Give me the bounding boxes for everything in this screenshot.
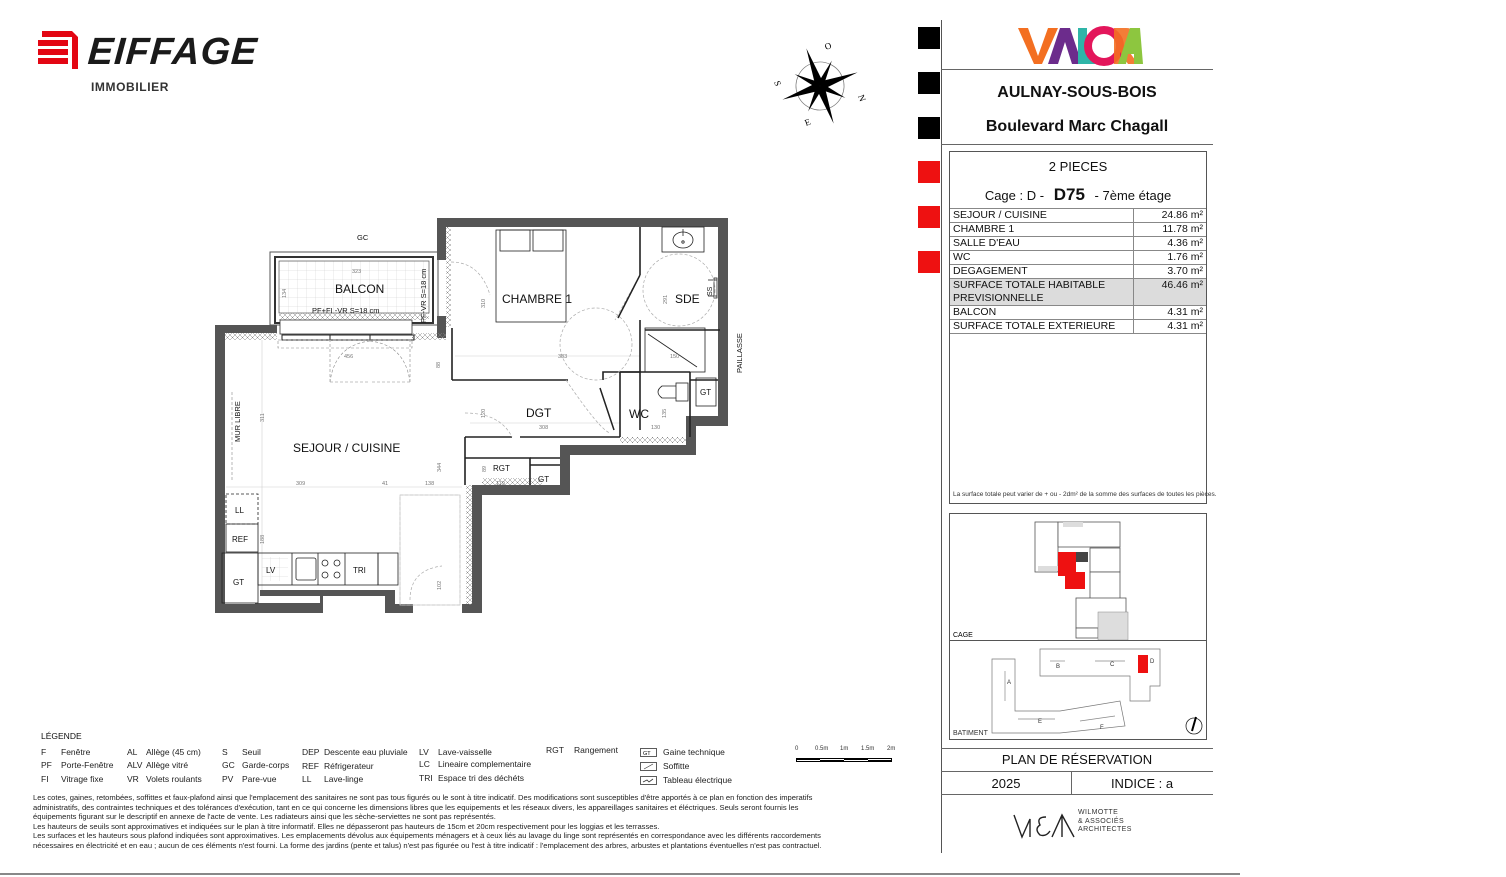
divider [941,748,1213,749]
svg-text:135: 135 [662,408,668,418]
valora-logo-icon [1018,26,1143,66]
divider [941,771,1213,772]
svg-text:C: C [1110,662,1115,668]
compass-east-label: E [803,116,812,128]
table-row: WC 1.76 m² [950,251,1206,265]
table-row: CHAMBRE 1 11.78 m² [950,223,1206,237]
surface-table [950,208,1206,334]
plan-year: 2025 [991,776,1021,791]
batiment-label: BATIMENT [953,730,988,737]
marker-square-black-2 [918,72,940,94]
gt-label-1: GT [538,475,550,484]
project-street: Boulevard Marc Chagall [985,118,1169,135]
table-row: DEGAGEMENT 3.70 m² [950,265,1206,279]
divider [941,144,1213,145]
svg-text:A: A [1007,680,1012,686]
room-label-rgt: RGT [493,464,510,473]
unit-info-box [949,151,1217,504]
side-window-label: PF-VR S=18 cm [419,268,428,323]
svg-text:188: 188 [260,534,266,544]
svg-text:344: 344 [437,462,443,472]
table-row: SEJOUR / CUISINE 24.86 m² [950,209,1206,223]
eiffage-logo-icon [38,31,78,69]
cage-value: D [1026,188,1037,203]
table-row: SALLE D'EAU 4.36 m² [950,237,1206,251]
balcon-window-label: PF+FI -VR S=18 cm [312,306,380,315]
svg-text:88: 88 [436,361,442,368]
gaine-technique-symbol-icon [640,748,658,757]
compass-north-label: N [856,93,868,103]
soffitte-symbol-icon [640,762,658,771]
batiment-key-plan [950,641,1206,738]
compass-rose-icon [770,38,870,128]
ref-label: REF [232,535,248,544]
unit-type: 2 PIECES [1048,159,1108,174]
room-label-sejour: SEJOUR / CUISINE [293,441,401,455]
key-plan-box [949,513,1207,740]
table-row: SURFACE TOTALE EXTERIEURE 4.31 m² [950,320,1206,334]
svg-text:134: 134 [282,288,288,298]
scale-bar: 0 0.5m 1m 1.5m 2m [795,746,895,768]
plan-title: PLAN DE RÉSERVATION [1001,752,1153,767]
lot-number: D75 [1053,185,1085,204]
svg-text:138: 138 [425,481,435,487]
legend-column-5: LV Lave-vaisselle LC Lineaire complementaire TRI Espace tri des déchéts [419,747,532,783]
surface-note: La surface totale peut varier de + ou - 2dm² de la somme des surfaces de toutes les pièces. [953,491,1217,498]
svg-text:309: 309 [296,481,306,487]
compass-west-label: O [823,40,833,52]
svg-text:B: B [1056,664,1061,670]
legend-column-4: DEP Descente eau pluviale REF Réfrigerateur LL Lave-linge [302,747,408,784]
marker-square-black-3 [918,117,940,139]
project-city: AULNAY-SOUS-BOIS [997,84,1157,101]
svg-text:308: 308 [539,425,549,431]
gt-label-3: GT [233,578,245,587]
developer-logo-subtitle: IMMOBILIER [91,80,169,94]
marker-square-red-1 [918,161,940,183]
plan-indice: INDICE : a [1110,776,1174,791]
legend-symbols: GT Gaine technique Soffitte Tableau électrique [640,745,732,787]
legend-column-1: F Fenêtre PF Porte-Fenêtre FI Vitrage fixe [41,747,114,784]
wilmotte-mark-icon [1012,811,1076,839]
svg-text:F: F [1100,725,1104,731]
room-label-balcon: BALCON [335,282,385,296]
svg-text:D: D [1150,659,1155,665]
disclaimer-text: Les cotes, gaines, retombées, soffittes et faux-plafond ainsi que l'emplacement des sanitaires ne sont pas tous figurés ou le sont à titre indicatif. Des modifications sont susceptibles d'être apportés à ce plan en fonction des imperatifs administratifs, des contraintes techniques et des tolérances d'exécution, tant en ce qui concerne les dimensions libres que les equipements et les réseaux divers, les appareillages sanitaires et éléctriques. Seuls seront fournis les équipements figurant sur le descriptif en annexe de l'acte de vente. Les radiateurs ainsi que les sèche-serviettes ne sont pas représentés. Les hauteurs de seuils sont approximatives et indiquées sur le plan à titre informatif. Elles ne dépasseront pas hauteurs de 15cm et 20cm respectivement pour les loggias et les terrasses. Les surfaces et les hauteurs sous plafond indiquées sont approximatives. Les emplacements dévolus aux équipements ménagers et à ceux liés au lavage du linge sont représentés en correspondance avec les différents raccordements nécessaires en électricité et en eau ; aucun de ces éléments n'est fourni. La forme des jardins (pente et talus) n'est pas figurée ou l'est à titre indicatif : l'emplacement des arbres, arbustes et plantations éventuelles n'est pas contractuel. [33,793,822,850]
paillasse-label: PAILLASSE [735,333,744,373]
total-habitable-row: SURFACE TOTALE HABITABLE PREVISIONNELLE 46.46 m² [950,279,1206,306]
compass-south-label: S [772,79,784,88]
floor-plan [200,200,780,630]
marker-square-black-1 [918,27,940,49]
floor-level: 7ème étage [1102,188,1172,203]
tableau-electrique-symbol-icon [640,776,658,785]
svg-text:383: 383 [558,354,568,360]
tri-label: TRI [353,566,366,575]
marker-square-red-3 [918,251,940,273]
legend-column-2: AL Allège (45 cm) ALV Allège vitré VR Volets roulants [127,747,202,784]
table-row: BALCON 4.31 m² [950,306,1206,320]
north-arrow-icon [1186,717,1202,734]
svg-text:102: 102 [437,580,443,590]
room-label-chambre: CHAMBRE 1 [502,292,573,306]
svg-text:130: 130 [651,425,661,431]
svg-text:GT: GT [643,750,651,757]
room-label-wc: WC [629,407,649,421]
svg-text:E: E [1038,719,1043,725]
svg-text:291: 291 [663,294,669,304]
cage-label: CAGE [953,632,973,639]
marker-square-red-2 [918,206,940,228]
page-bottom-border [0,873,1240,875]
legend-column-6: RGT Rangement [546,745,618,755]
room-label-dgt: DGT [526,406,552,420]
svg-text:120: 120 [481,408,487,418]
unit-cage-line: Cage : D - D75 - 7ème étage [984,185,1172,204]
svg-text:89: 89 [482,465,488,472]
svg-text:119: 119 [496,481,505,487]
ll-label: LL [235,506,244,515]
svg-text:150: 150 [670,354,680,360]
ss-label: SS [707,286,714,296]
svg-text:311: 311 [260,413,266,422]
mur-libre-label: MUR LIBRE [233,401,242,442]
legend-title: LÉGENDE [41,731,82,741]
architect-logo: WILMOTTE & ASSOCIÉS ARCHITECTES [1012,809,1152,843]
room-label-sde: SDE [675,292,700,306]
lv-label: LV [266,566,276,575]
svg-text:323: 323 [352,269,362,275]
legend-column-3: S Seuil GC Garde-corps PV Pare-vue [222,747,290,784]
svg-text:310: 310 [481,298,487,308]
gc-label: GC [357,233,369,242]
gt-label-2: GT [700,388,712,397]
divider [941,794,1213,795]
developer-logo-text: EIFFAGE [86,31,260,73]
svg-text:456: 456 [344,354,354,360]
svg-text:41: 41 [382,481,389,487]
divider [941,69,1213,70]
cage-key-plan [950,514,1206,640]
